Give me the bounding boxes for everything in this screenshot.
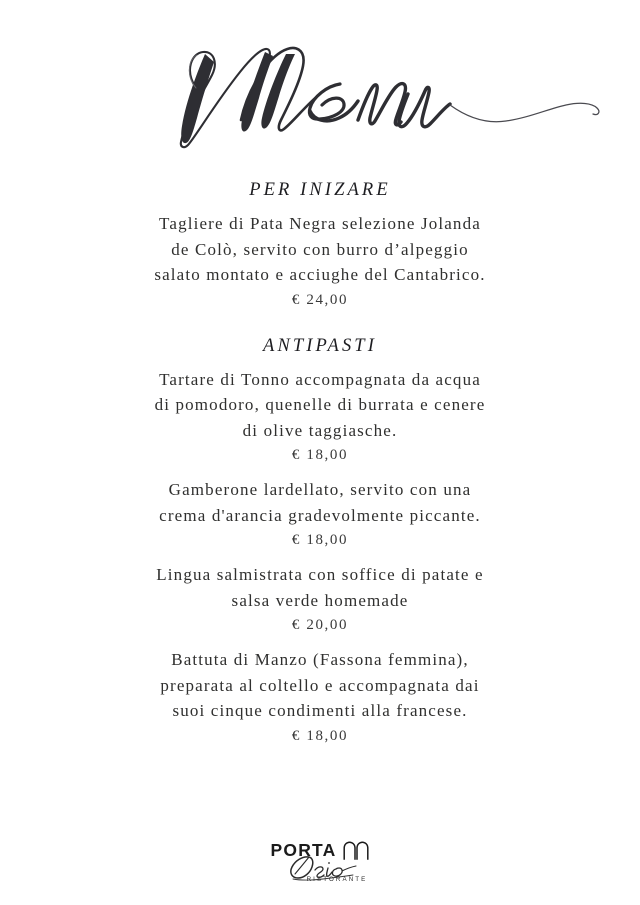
menu-section-antipasti [0,313,640,749]
section-heading: ANTIPASTI [263,335,377,356]
menu-item-price: € 24,00 [291,291,349,308]
logo-brand-subtitle: RISTORANTE [306,875,368,883]
menu-item [140,367,500,469]
menu-item-name: Tartare di Tonno accompagnata da acqua di pomodoro, quenelle di burrata e cenere di olive taggiasche. [154,369,486,440]
menu-item-price: € 18,00 [291,447,349,464]
section-items [0,358,640,749]
menu-item-price: € 18,00 [291,727,349,744]
menu-title-script-artwork [0,8,640,158]
menu-item-price: € 20,00 [291,617,349,634]
menu-item-name: Lingua salmistrata con soffice di patate e salsa verde homemade [156,565,484,610]
menu-item [140,211,500,313]
menu-item-price: € 18,00 [291,532,349,549]
restaurant-logo [0,841,640,883]
menu-item-name: Gamberone lardellato, servito con una crema d'arancia gradevolmente piccante. [159,480,481,525]
menu-item [140,562,500,638]
menu-section-per-inizare [0,158,640,313]
logo-brand-word: PORTA [270,839,337,860]
menu-item [140,477,500,553]
menu-title [0,8,640,158]
menu-item-name: Tagliere di Pata Negra selezione Jolanda de Colò, servito con burro d’alpeggio salato montato e acciughe del Cantabrico. [154,214,486,285]
menu-sections [0,158,640,749]
section-heading: PER INIZARE [249,180,391,200]
section-items [0,202,640,313]
menu-item-name: Battuta di Manzo (Fassona femmina), preparata al coltello e accompagnata dai suoi cinque condimenti alla francese. [160,650,480,721]
menu-item [140,647,500,749]
